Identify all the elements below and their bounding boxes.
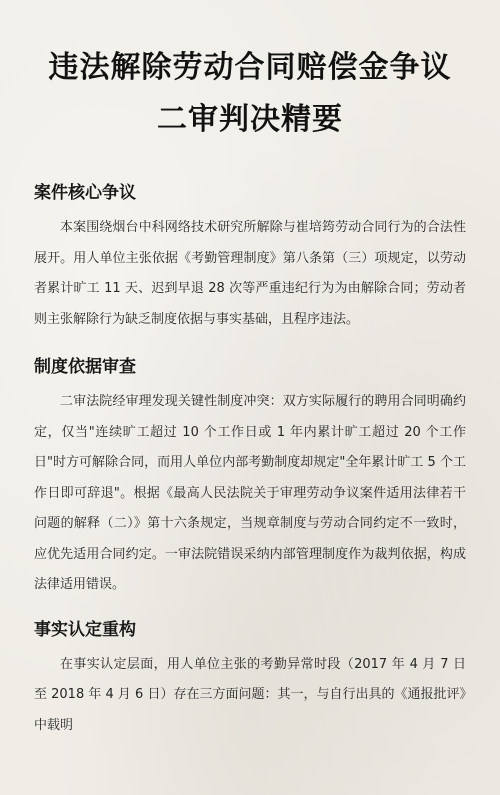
section-heading: 事实认定重构 [34, 619, 136, 640]
document-title [34, 42, 466, 146]
section-fact-finding [34, 618, 466, 742]
section-regulation-review [34, 355, 466, 601]
section-heading: 案件核心争议 [34, 183, 136, 203]
section-paragraph: 二审法院经审理发现关键性制度冲突：双方实际履行的聘用合同明确约定，仅当"连续旷工超过 10 个工作日或 1 年内累计旷工超过 20 个工作日"时方可解除合同，而用人单位内部考勤制度却规定"全年累计旷工 5 个工作日即可辞退"。根据《最高人民法院关于审理劳动争议案件适用法律若干问题的解释（二）》第十六条规定，当规章制度与劳动合同约定不一致时，应优先适用合同约定。一审法院错误采纳内部管理制度作为裁判依据，构成法律适用错误。 [34, 394, 466, 592]
section-heading: 制度依据审查 [34, 357, 136, 377]
section-paragraph: 本案围绕烟台中科网络技术研究所解除与崔培筠劳动合同行为的合法性展开。用人单位主张依据《考勤管理制度》第八条第（三）项规定，以劳动者累计旷工 11 天、迟到早退 28 次等严重违纪行为为由解除合同；劳动者则主张解除行为缺乏制度依据与事实基础，且程序违法。 [34, 220, 466, 327]
section-paragraph: 在事实认定层面，用人单位主张的考勤异常时段（2017 年 4 月 7 日至 2018 年 4 月 6 日）存在三方面问题：其一，与自行出具的《通报批评》中载明 [34, 656, 466, 733]
document-title-line-1: 违法解除劳动合同赔偿金争议 [48, 50, 452, 85]
section-core-dispute [34, 181, 466, 335]
document-title-line-2: 二审判决精要 [157, 102, 343, 137]
